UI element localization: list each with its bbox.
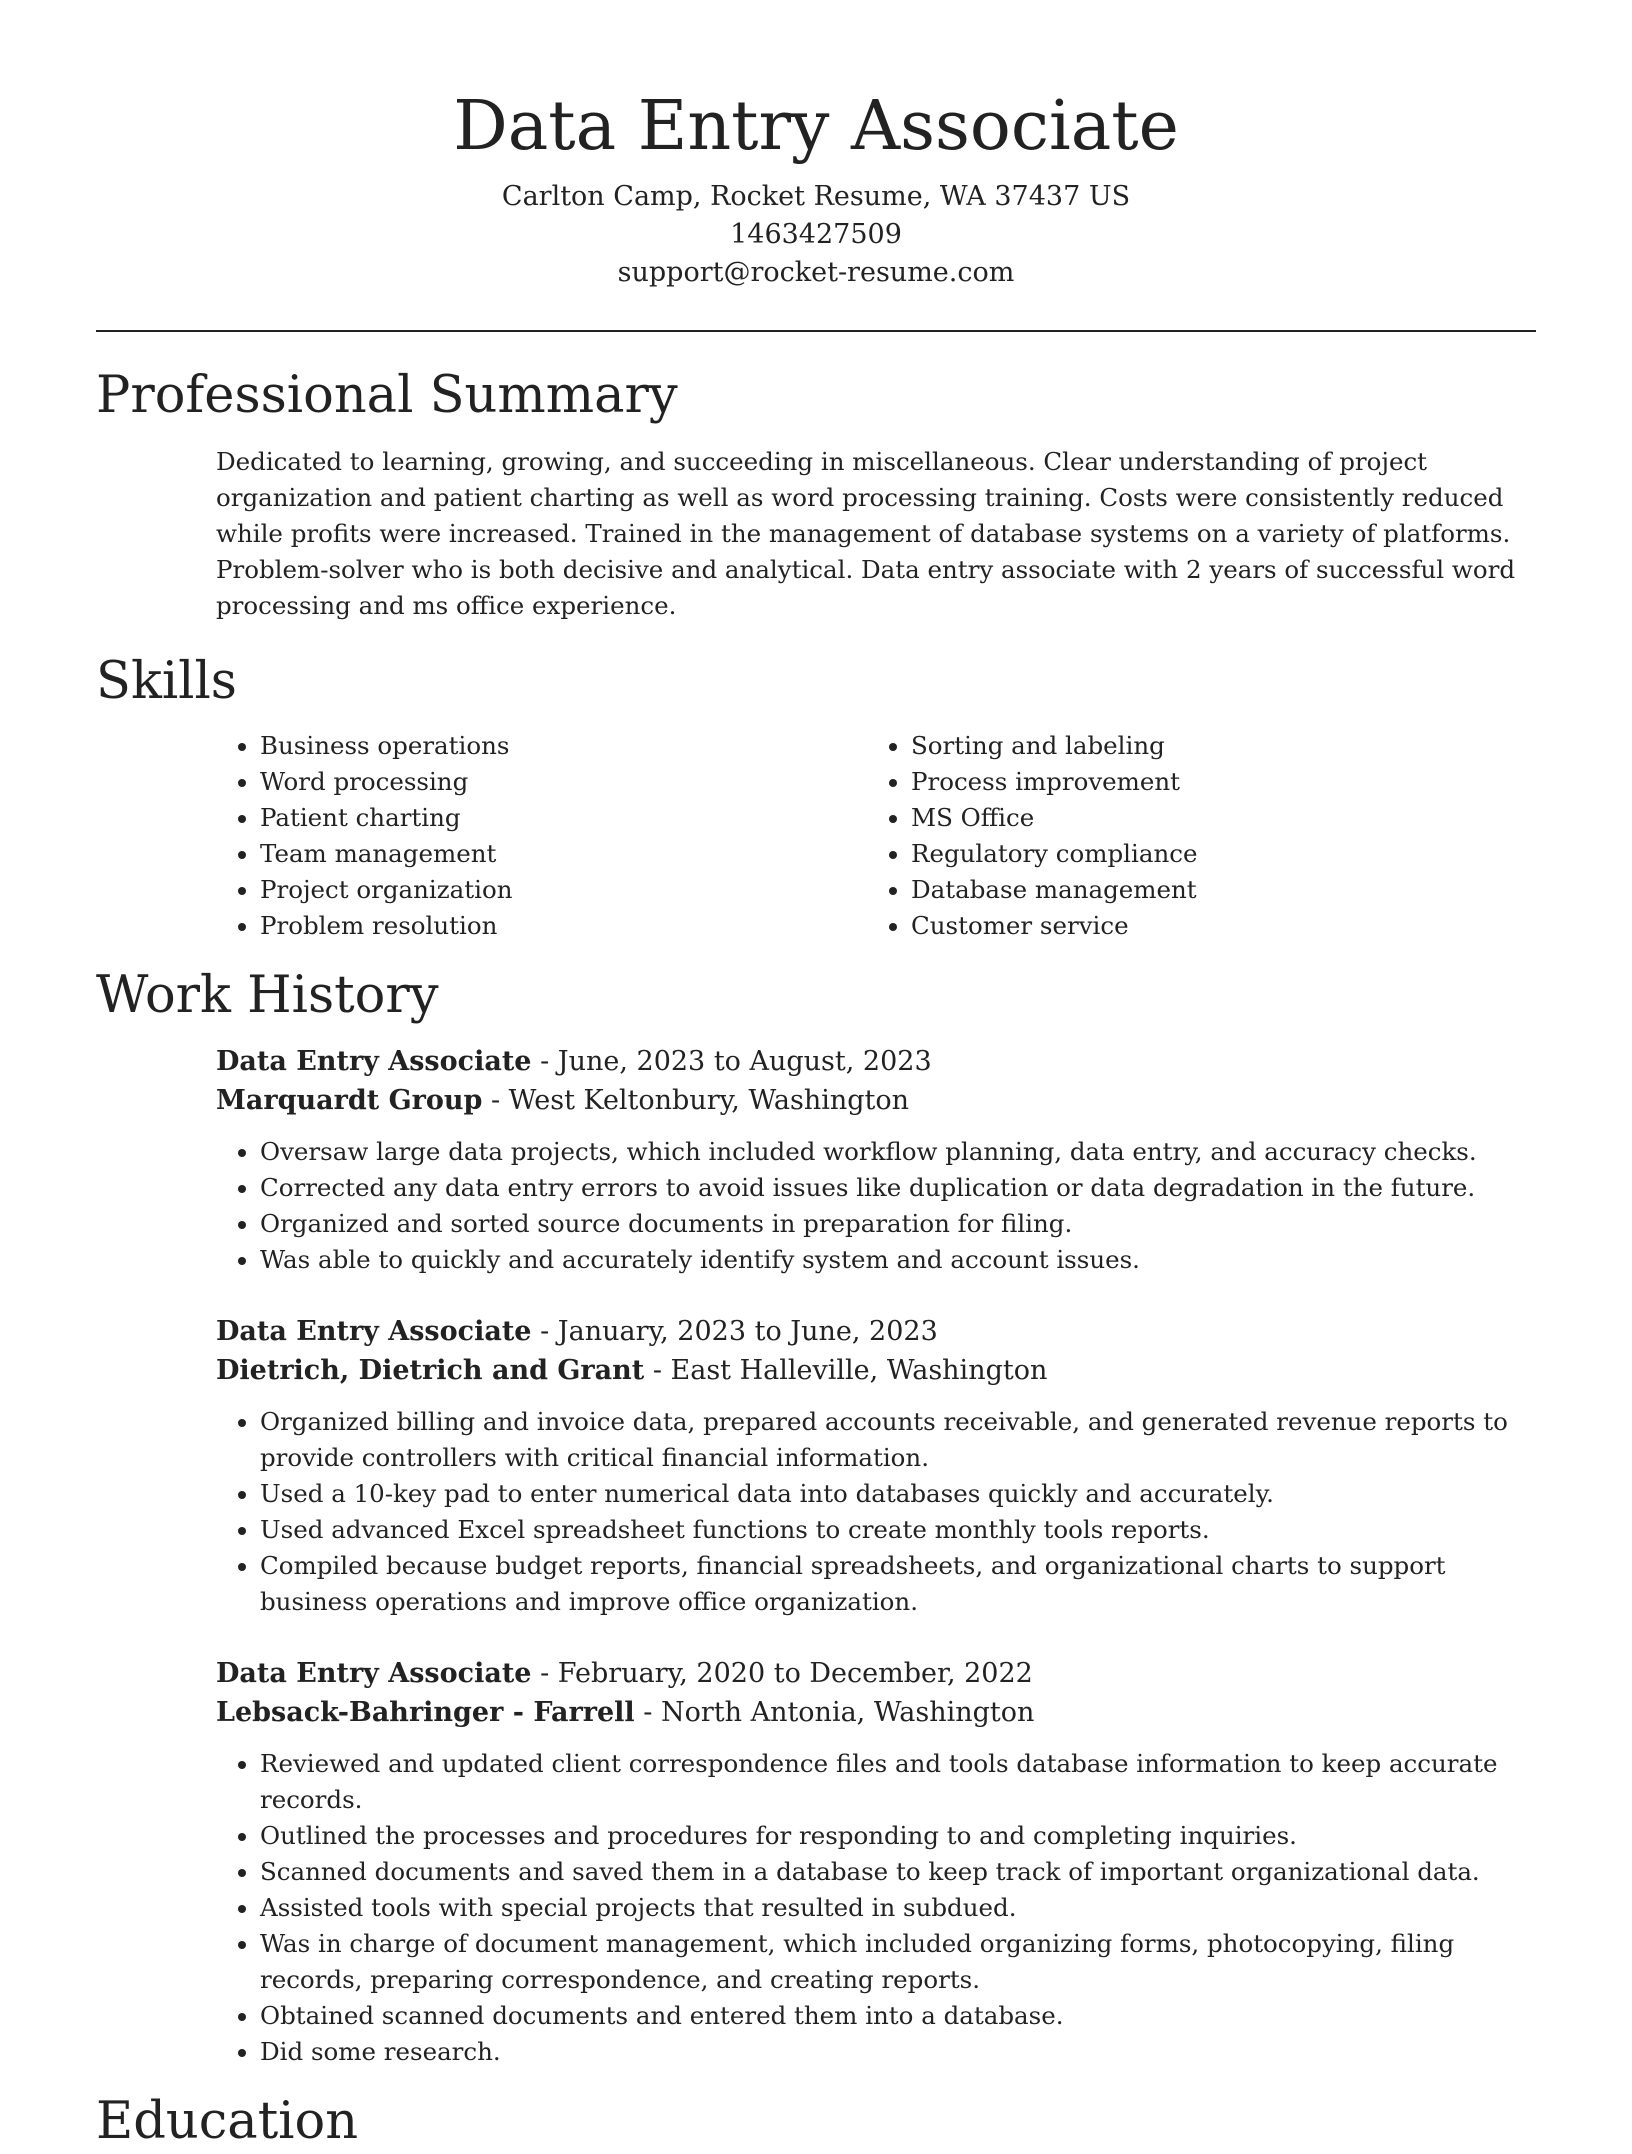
job-title-line [216, 1654, 1536, 1693]
job-duty: • Oversaw large data projects, which included workflow planning, data entry, and accuracy checks. [260, 1134, 1536, 1170]
job-role: Data Entry Associate [216, 1658, 532, 1689]
job-company-line [216, 1693, 1536, 1732]
skills-column-right [867, 728, 1518, 944]
education-heading: Education [96, 2092, 359, 2151]
job-title-line [216, 1042, 1536, 1081]
skill-item: • Team management [260, 836, 867, 872]
skill-item: • MS Office [911, 800, 1518, 836]
job-dates: - June, 2023 to August, 2023 [531, 1046, 932, 1077]
skill-item: • Regulatory compliance [911, 836, 1518, 872]
job-duties [216, 1134, 1536, 1278]
job-duty: • Used a 10-key pad to enter numerical data into databases quickly and accurately. [260, 1476, 1536, 1512]
job-duty: • Corrected any data entry errors to avoid issues like duplication or data degradation in the future. [260, 1170, 1536, 1206]
job-location: - West Keltonbury, Washington [482, 1085, 910, 1116]
skill-item: • Sorting and labeling [911, 728, 1518, 764]
contact-phone: 1463427509 [730, 219, 902, 250]
skill-item: • Business operations [260, 728, 867, 764]
contact-block [96, 178, 1536, 292]
job-duty: • Compiled because budget reports, financial spreadsheets, and organizational charts to support business operations and improve office organization. [260, 1548, 1536, 1620]
job-duty: • Organized billing and invoice data, prepared accounts receivable, and generated revenue reports to provide controllers with critical financial information. [260, 1404, 1536, 1476]
skill-item: • Word processing [260, 764, 867, 800]
skill-item: • Database management [911, 872, 1518, 908]
skill-item: • Problem resolution [260, 908, 867, 944]
job-duty: • Outlined the processes and procedures for responding to and completing inquiries. [260, 1818, 1536, 1854]
job-location: - East Halleville, Washington [644, 1355, 1048, 1386]
job-company: Marquardt Group [216, 1085, 483, 1116]
header-divider [96, 330, 1536, 332]
job-entry [216, 1312, 1536, 1620]
work-history-heading: Work History [96, 966, 439, 1025]
job-location: - North Antonia, Washington [634, 1697, 1035, 1728]
job-company-line [216, 1081, 1536, 1120]
job-role: Data Entry Associate [216, 1316, 532, 1347]
job-company: Lebsack-Bahringer - Farrell [216, 1697, 635, 1728]
work-history-section [96, 1042, 1536, 2070]
job-duty: • Did some research. [260, 2034, 1536, 2070]
skills-list-right [867, 728, 1518, 944]
skill-item: • Project organization [260, 872, 867, 908]
skill-item: • Customer service [911, 908, 1518, 944]
summary-section [96, 444, 1536, 624]
job-company: Dietrich, Dietrich and Grant [216, 1355, 645, 1386]
resume-title: Data Entry Associate [453, 87, 1179, 166]
job-duties [216, 1746, 1536, 2070]
contact-email: support@rocket-resume.com [617, 257, 1015, 288]
summary-text: Dedicated to learning, growing, and succeeding in miscellaneous. Clear understanding of project organization and patient charting as well as word processing training. Costs were consistently reduced while profits were increased. Trained in the management of database systems on a variety of platforms. Problem-solver who is both decisive and analytical. Data entry associate with 2 years of successful word processing and ms office experience. [216, 447, 1516, 620]
job-company-line [216, 1351, 1536, 1390]
job-duty: • Obtained scanned documents and entered them into a database. [260, 1998, 1536, 2034]
skills-list-left [216, 728, 867, 944]
job-duties [216, 1404, 1536, 1620]
job-dates: - January, 2023 to June, 2023 [531, 1316, 938, 1347]
job-duty: • Used advanced Excel spreadsheet functions to create monthly tools reports. [260, 1512, 1536, 1548]
skills-heading: Skills [96, 652, 237, 711]
job-duty: • Was in charge of document management, which included organizing forms, photocopying, filing records, preparing correspondence, and creating reports. [260, 1926, 1536, 1998]
skills-grid [216, 728, 1536, 944]
job-title-line [216, 1312, 1536, 1351]
job-duty: • Assisted tools with special projects that resulted in subdued. [260, 1890, 1536, 1926]
job-entry [216, 1654, 1536, 2070]
job-duty: • Organized and sorted source documents in preparation for filing. [260, 1206, 1536, 1242]
job-duty: • Reviewed and updated client correspondence files and tools database information to keep accurate records. [260, 1746, 1536, 1818]
skill-item: • Patient charting [260, 800, 867, 836]
job-dates: - February, 2020 to December, 2022 [531, 1658, 1033, 1689]
summary-heading: Professional Summary [96, 366, 678, 425]
job-entry [216, 1042, 1536, 1278]
job-duty: • Was able to quickly and accurately identify system and account issues. [260, 1242, 1536, 1278]
job-role: Data Entry Associate [216, 1046, 532, 1077]
skill-item: • Process improvement [911, 764, 1518, 800]
skills-column-left [216, 728, 867, 944]
resume-header [96, 0, 1536, 292]
job-duty: • Scanned documents and saved them in a database to keep track of important organizational data. [260, 1854, 1536, 1890]
contact-address: Carlton Camp, Rocket Resume, WA 37437 US [501, 181, 1131, 212]
skills-section [96, 728, 1536, 944]
